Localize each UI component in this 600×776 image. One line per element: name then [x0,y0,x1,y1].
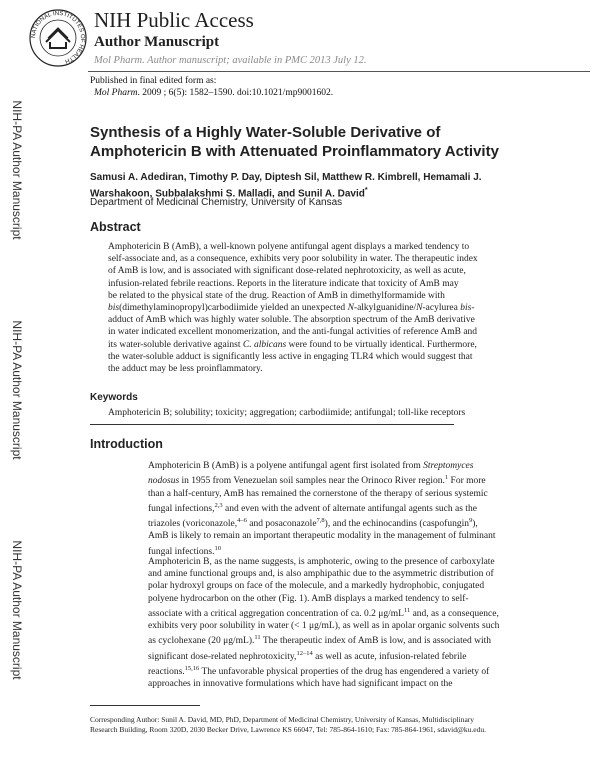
side-label-middle: NIH-PA Author Manuscript [10,320,24,460]
keywords-list: Amphotericin B; solubility; toxicity; aggregation; carbodiimide; antifungal; toll-like receptors [108,408,466,418]
corresponding-author-footnote: Corresponding Author: Sunil A. David, MD, PhD, Department of Medicinal Chemistry, University of Kansas, Multidisciplinary Research Building, Room 320D, 2030 Becker Drive, Lawrence KS 66047, Tel: 785-864-1610; Fax: 785-864-1961, sdavid@ku.edu. [90,715,486,734]
abstract-body: Amphotericin B (AmB), a well-known polyene antifungal agent displays a marked tendency to self-associate and, as a consequence, exhibits very poor solubility in water. The therapeutic index of AmB is low, and is associated with significant dose-related nephrotoxicity, as well as acute, infusion-related febrile reactions. Reports in the literature indicate that toxicity of AmB may be related to the physical state of the drug. Reaction of AmB in dimethylformamide with bis(dimethylaminopropyl)carbodiimide yielded an unexpected N-alkylguanidine/N-acylurea bis- adduct of AmB which was highly water soluble. The absorption spectrum of the AmB derivative in water indicated excellent monomerization, and the anti-fungal activities of reference AmB and its water-soluble derivative against C. albicans were found to be virtually identical. Furthermore, the water-soluble adduct is significantly less active in engaging TLR4 which would suggest that the adduct may be less proinflammatory. [108,242,478,375]
article-title: Synthesis of a Highly Water-Soluble Derivative of Amphotericin B with Attenuated Proinflammatory Activity [90,124,499,160]
side-label-bottom: NIH-PA Author Manuscript [10,540,24,680]
keywords-heading: Keywords [90,392,138,403]
abstract-heading: Abstract [90,220,141,234]
introduction-heading: Introduction [90,437,163,451]
journal-name: Mol Pharm [94,88,138,98]
corresponding-author-mark: * [364,187,368,194]
author-manuscript-label: Author Manuscript [94,34,220,50]
publication-info: Published in final edited form as: Mol Pharm. 2009 ; 6(5): 1582–1590. doi:10.1021/mp9001602. [90,76,334,98]
nih-logo [28,8,88,68]
nih-public-access-title: NIH Public Access [94,8,254,32]
header-rule [88,71,590,72]
keywords-rule [90,424,454,425]
introduction-paragraph-1: Amphotericin B (AmB) is a polyene antifungal agent first isolated from Streptomyces nodosus in 1955 from Venezuelan soil samples near the Orinoco River region.$^1$ For more than a half-century, AmB has remained the cornerstone of the therapy of serious systemic fungal infections,$^{2,3}$ and even with the advent of alternate antifungal agents such as the triazoles (voriconazole,$^{4-6}$ and posaconazole$^{7,8}$), and the echinocandins (caspofungin$^9$), AmB is likely to remain an important therapeutic modality in the management of fulminant fungal infections.$^{10}$ [148,461,496,557]
availability-note: Mol Pharm. Author manuscript; available in PMC 2013 July 12. [94,55,367,66]
footnote-rule [90,705,200,706]
affiliation: Department of Medicinal Chemistry, University of Kansas [90,197,343,208]
introduction-paragraph-2: Amphotericin B, as the name suggests, is amphoteric, owing to the presence of carboxylate and amine functional groups and, is also amphipathic due to the asymmetric distribution of polar hydroxyl groups on face of the molecule, and a markedly hydrophobic, conjugated polyene hydrocarbon on the other (Fig. 1). AmB displays a marked tendency to self- associate with a critical aggregation concentration of ca. 0.2 $\mu g/mL^{11}$ and, as a consequence, exhibits very poor solubility in water (< 1 μg/mL), as well as in apolar organic solvents such as cyclohexane (20 μg/mL).$^{11}$ The therapeutic index of AmB is low, and is associated with significant dose-related nephrotoxicity,$^{12-14}$ as well as acute, infusion-related febrile reactions.$^{15,16}$ The unfavorable physical properties of the drug has engendered a variety of approaches in innovative formulations which have had significant impact on the [148,557,500,690]
side-label-top: NIH-PA Author Manuscript [10,100,24,240]
author-list: Samusi A. Adediran, Timothy P. Day, Diptesh Sil, Matthew R. Kimbrell, Hemamali J. Warshakoon, Subbalakshmi S. Malladi, and Sunil A. David* [90,172,482,200]
logo-ring-text: NATIONAL INSTITUTES OF HEALTH [30,10,86,64]
